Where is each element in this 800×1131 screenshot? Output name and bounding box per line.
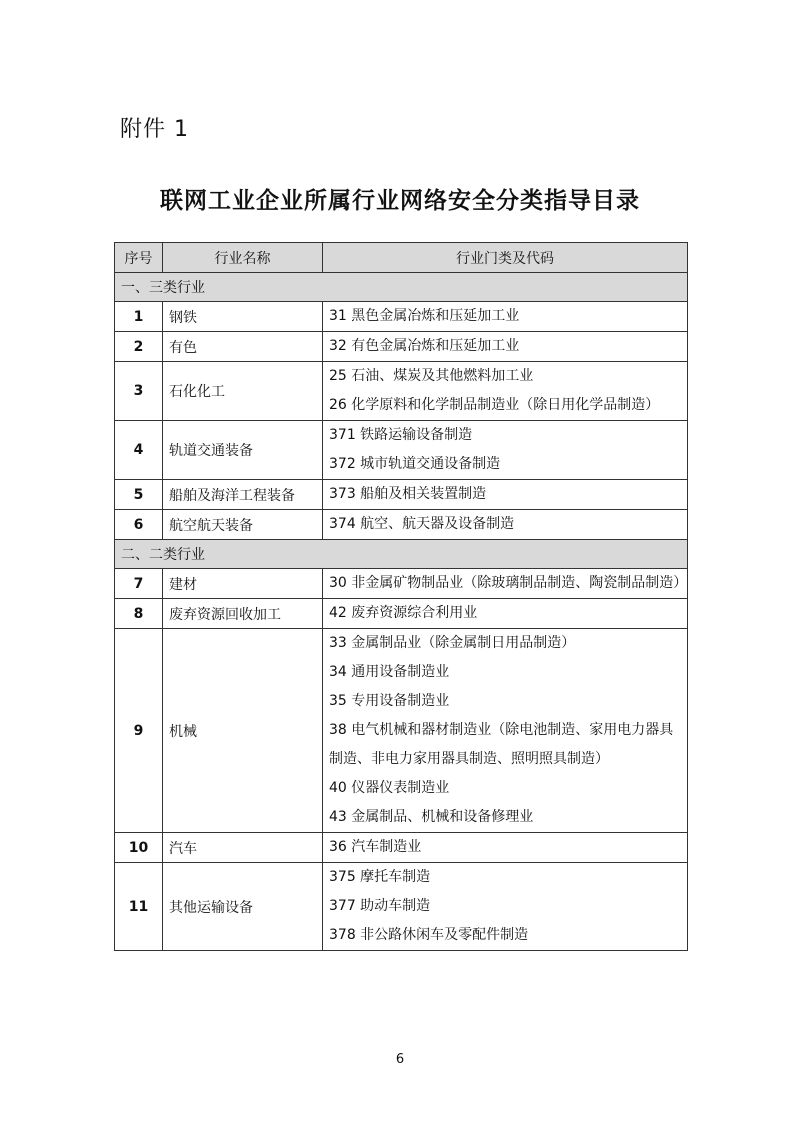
industry-codes-cell [323,863,688,951]
industry-code-line: 43 金属制品、机械和设备修理业 [329,809,534,825]
section-label: 二、二类行业 [115,540,688,569]
table-row [115,332,688,362]
row-number: 10 [115,833,163,863]
industry-codes-cell [323,362,688,421]
row-number: 8 [115,599,163,629]
industry-code-line: 378 非公路休闲车及零配件制造 [329,927,529,943]
industry-code-line: 25 石油、煤炭及其他燃料加工业 [329,368,534,384]
table-body [115,273,688,951]
industry-codes-cell [323,510,688,540]
industry-name: 有色 [163,332,323,362]
industry-code-line: 371 铁路运输设备制造 [329,427,473,443]
industry-codes-cell [323,833,688,863]
industry-code-line: 34 通用设备制造业 [329,664,450,680]
industry-name: 船舶及海洋工程装备 [163,480,323,510]
industry-code-line: 377 助动车制造 [329,898,431,914]
industry-codes-cell [323,302,688,332]
industry-code-line: 26 化学原料和化学制品制造业（除日用化学品制造） [329,397,660,413]
section-label: 一、三类行业 [115,273,688,302]
table-row [115,302,688,332]
industry-name: 航空航天装备 [163,510,323,540]
column-header-industry: 行业名称 [163,243,323,273]
industry-codes-cell [323,332,688,362]
table-row [115,480,688,510]
row-number: 11 [115,863,163,951]
industry-name: 废弃资源回收加工 [163,599,323,629]
industry-code-line: 42 废弃资源综合利用业 [329,605,478,621]
row-number: 2 [115,332,163,362]
row-number: 9 [115,629,163,833]
table-row [115,569,688,599]
section-row [115,540,688,569]
industry-name: 其他运输设备 [163,863,323,951]
row-number: 7 [115,569,163,599]
industry-name: 汽车 [163,833,323,863]
industry-code-line: 30 非金属矿物制品业（除玻璃制品制造、陶瓷制品制造） [329,575,688,591]
industry-codes-cell [323,629,688,833]
industry-name: 轨道交通装备 [163,421,323,480]
row-number: 4 [115,421,163,480]
industry-name: 钢铁 [163,302,323,332]
industry-catalog-table [114,242,688,951]
document-title: 联网工业企业所属行业网络安全分类指导目录 [160,188,640,214]
industry-code-line: 36 汽车制造业 [329,839,422,855]
table-row [115,629,688,833]
industry-codes-cell [323,569,688,599]
industry-code-line: 31 黑色金属冶炼和压延加工业 [329,308,520,324]
row-number: 6 [115,510,163,540]
page-number: 6 [395,1052,405,1067]
industry-code-line: 373 船舶及相关装置制造 [329,486,487,502]
industry-code-line: 32 有色金属冶炼和压延加工业 [329,338,520,354]
column-header-no: 序号 [115,243,163,273]
table-header-row [115,243,688,273]
industry-codes-cell [323,599,688,629]
row-number: 5 [115,480,163,510]
industry-code-line: 374 航空、航天器及设备制造 [329,516,515,532]
table-row [115,599,688,629]
industry-name: 建材 [163,569,323,599]
table-row [115,421,688,480]
industry-code-line: 33 金属制品业（除金属制日用品制造） [329,635,576,651]
row-number: 1 [115,302,163,332]
table-row [115,362,688,421]
table-row [115,510,688,540]
column-header-codes: 行业门类及代码 [323,243,688,273]
table-row [115,863,688,951]
industry-codes-cell [323,480,688,510]
industry-code-line: 38 电气机械和器材制造业（除电池制造、家用电力器具制造、非电力家用器具制造、照明照具制造） [329,722,674,767]
section-row [115,273,688,302]
industry-code-line: 35 专用设备制造业 [329,693,450,709]
industry-code-line: 372 城市轨道交通设备制造 [329,456,501,472]
industry-code-line: 40 仪器仪表制造业 [329,780,450,796]
industry-name: 石化化工 [163,362,323,421]
industry-code-line: 375 摩托车制造 [329,869,431,885]
industry-codes-cell [323,421,688,480]
attachment-label: 附件 1 [120,117,189,142]
table-row [115,833,688,863]
row-number: 3 [115,362,163,421]
industry-name: 机械 [163,629,323,833]
